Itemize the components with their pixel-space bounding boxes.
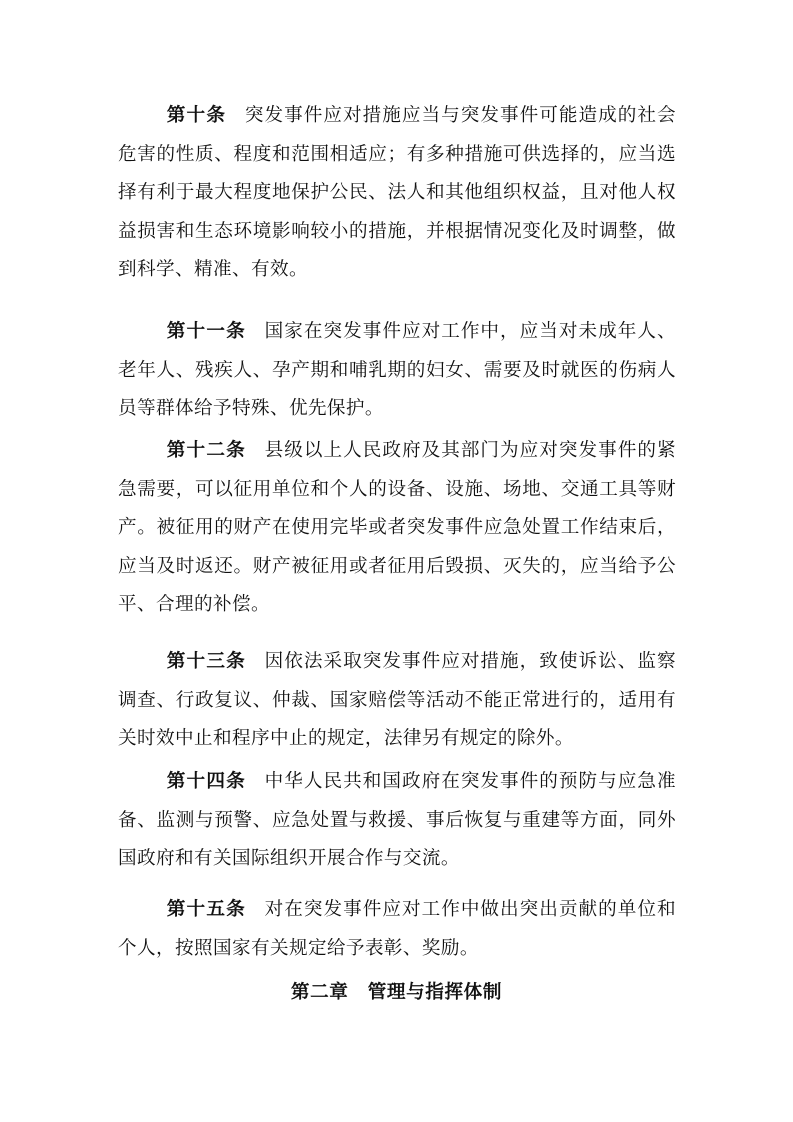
article-13 [118, 643, 676, 759]
article-14 [118, 763, 676, 879]
article-text: 县级以上人民政府及其部门为应对突发事件的紧急需要，可以征用单位和个人的设备、设施、场地、交通工具等财产。被征用的财产在使用完毕或者突发事件应急处置工作结束后，应当及时返还。财产被征用或者征用后毁损、灭失的，应当给予公平、合理的补偿。 [118, 440, 676, 616]
article-number: 第十四条 [166, 771, 246, 792]
article-11 [118, 313, 676, 429]
article-number: 第十五条 [166, 899, 246, 920]
article-number: 第十二条 [166, 440, 246, 461]
chapter-heading: 第二章 管理与指挥体制 [290, 982, 503, 1003]
article-text: 中华人民共和国政府在突发事件的预防与应急准备、监测与预警、应急处置与救援、事后恢复与重建等方面，同外国政府和有关国际组织开展合作与交流。 [118, 771, 676, 870]
article-text: 因依法采取突发事件应对措施，致使诉讼、监察调查、行政复议、仲裁、国家赔偿等活动不能正常进行的，适用有关时效中止和程序中止的规定，法律另有规定的除外。 [118, 651, 676, 750]
article-number: 第十三条 [166, 651, 246, 672]
article-10 [118, 97, 676, 290]
article-number: 第十一条 [166, 321, 246, 342]
article-12 [118, 432, 676, 625]
article-text: 国家在突发事件应对工作中，应当对未成年人、老年人、残疾人、孕产期和哺乳期的妇女、需要及时就医的伤病人员等群体给予特殊、优先保护。 [118, 321, 676, 420]
article-number: 第十条 [166, 105, 227, 126]
article-15 [118, 891, 676, 968]
article-text: 对在突发事件应对工作中做出突出贡献的单位和个人，按照国家有关规定给予表彰、奖励。 [118, 899, 676, 959]
article-text: 突发事件应对措施应当与突发事件可能造成的社会危害的性质、程度和范围相适应；有多种措施可供选择的，应当选择有利于最大程度地保护公民、法人和其他组织权益，且对他人权益损害和生态环境影响较小的措施，并根据情况变化及时调整，做到科学、精准、有效。 [118, 105, 676, 281]
